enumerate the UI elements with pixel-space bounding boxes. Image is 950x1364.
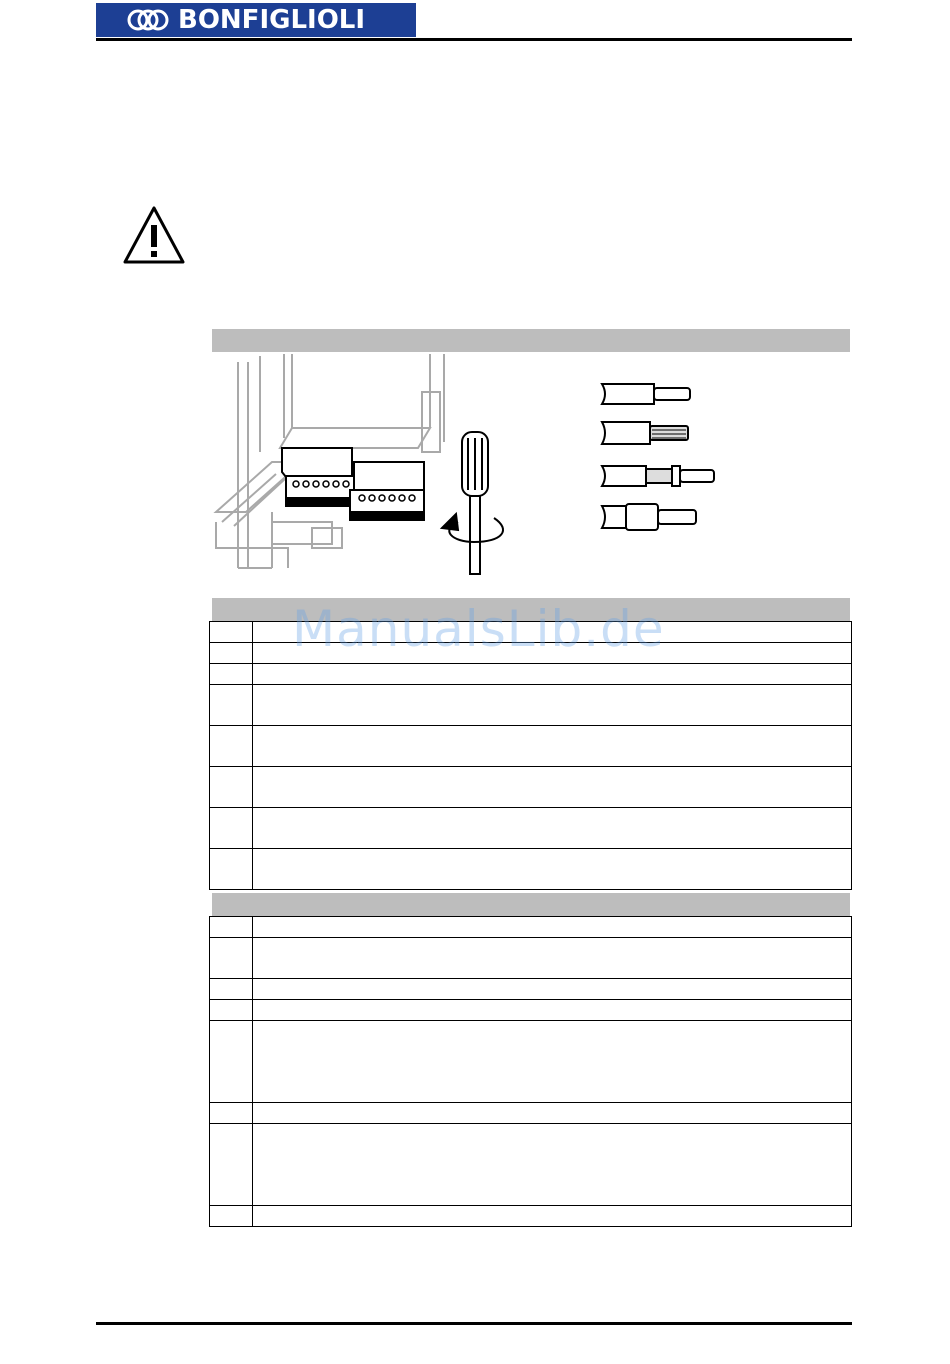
row-text [253,664,852,685]
table-row [210,726,852,767]
table-row [210,685,852,726]
row-text [253,849,852,890]
row-number [210,1124,253,1206]
row-number [210,808,253,849]
footer-rule [96,1322,852,1325]
row-number [210,979,253,1000]
row-number [210,1021,253,1103]
row-text [253,726,852,767]
table-row [210,917,852,938]
terminal-table-2 [209,916,852,1227]
row-text [253,1206,852,1227]
header-rule [96,38,852,41]
row-text [253,1124,852,1206]
figure-header-band [212,329,850,352]
row-text [253,685,852,726]
row-text [253,979,852,1000]
row-number [210,643,253,664]
row-number [210,1206,253,1227]
bonfiglioli-emblem-icon [126,8,170,32]
row-number [210,622,253,643]
logo-text: BONFIGLIOLI [178,5,366,35]
row-number [210,1103,253,1124]
terminal-table-1 [209,621,852,890]
table-row [210,849,852,890]
row-number [210,938,253,979]
table-row [210,979,852,1000]
table-row [210,1021,852,1103]
row-number [210,726,253,767]
table-row [210,664,852,685]
warning-triangle-icon [122,205,186,270]
terminal-connection-figure [212,352,850,578]
row-text [253,938,852,979]
table-row [210,1000,852,1021]
screwdriver-icon [442,432,503,574]
table-row [210,808,852,849]
brand-logo [96,3,416,37]
row-number [210,1000,253,1021]
row-number [210,849,253,890]
row-text [253,767,852,808]
table-row [210,1206,852,1227]
row-text [253,808,852,849]
row-number [210,685,253,726]
terminal-drawing [212,352,850,578]
row-text [253,1103,852,1124]
table2-header-band [212,893,850,916]
table-row [210,1103,852,1124]
row-number [210,917,253,938]
table-row [210,767,852,808]
row-number [210,664,253,685]
watermark: ManualsLib.de [292,600,665,658]
row-text [253,1021,852,1103]
table-row [210,938,852,979]
row-text [253,1000,852,1021]
row-number [210,767,253,808]
row-text [253,917,852,938]
table-row [210,1124,852,1206]
